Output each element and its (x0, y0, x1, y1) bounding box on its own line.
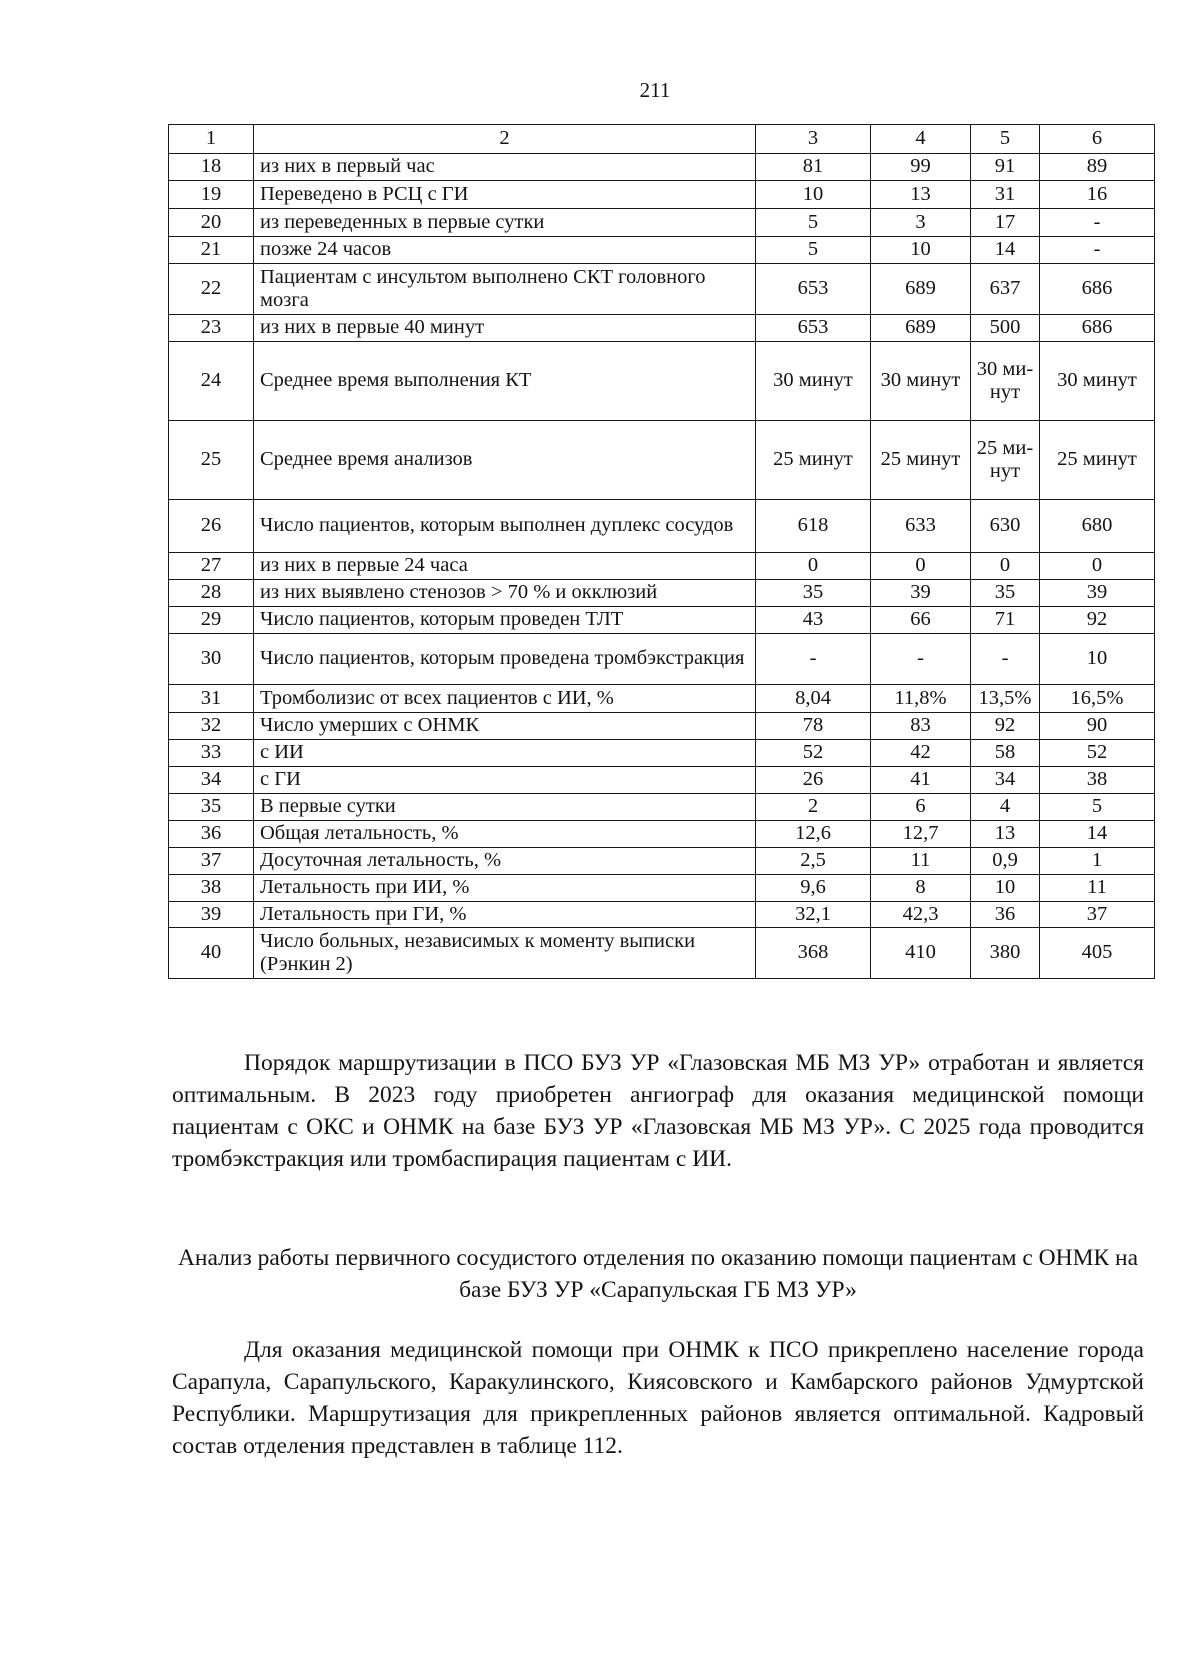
row-number-cell: 22 (169, 264, 254, 315)
row-label-cell: Число больных, независимых к моменту выписки (Рэнкин 2) (254, 928, 756, 979)
value-cell: 618 (756, 500, 871, 553)
table-row (169, 685, 1155, 713)
value-cell: 30 минут (1040, 342, 1155, 421)
value-cell: 36 (971, 902, 1040, 928)
row-number-cell: 33 (169, 740, 254, 767)
table-row (169, 500, 1155, 553)
row-number-cell: 40 (169, 928, 254, 979)
header-cell: 6 (1040, 125, 1155, 154)
row-label-cell: Число пациентов, которым проведен ТЛТ (254, 607, 756, 634)
table-row (169, 902, 1155, 928)
row-number-cell: 37 (169, 848, 254, 875)
table-row (169, 209, 1155, 237)
paragraph-population (172, 1334, 1144, 1462)
value-cell: 9,6 (756, 875, 871, 902)
row-label-cell: Тромболизис от всех пациентов с ИИ, % (254, 685, 756, 713)
table-row (169, 767, 1155, 794)
value-cell: 83 (871, 713, 971, 740)
value-cell: 42,3 (871, 902, 971, 928)
row-number-cell: 24 (169, 342, 254, 421)
value-cell: 633 (871, 500, 971, 553)
value-cell: 41 (871, 767, 971, 794)
value-cell: 25 минут (756, 421, 871, 500)
value-cell: 11 (871, 848, 971, 875)
value-cell: 39 (1040, 580, 1155, 607)
value-cell: 25 ми-нут (971, 421, 1040, 500)
value-cell: 58 (971, 740, 1040, 767)
value-cell: 11 (1040, 875, 1155, 902)
row-number-cell: 29 (169, 607, 254, 634)
value-cell: 39 (871, 580, 971, 607)
value-cell: 686 (1040, 315, 1155, 342)
value-cell: 6 (871, 794, 971, 821)
paragraph-routing (172, 1047, 1144, 1175)
table-row (169, 421, 1155, 500)
value-cell: 1 (1040, 848, 1155, 875)
value-cell: 25 минут (871, 421, 971, 500)
value-cell: 30 минут (756, 342, 871, 421)
value-cell: 689 (871, 264, 971, 315)
value-cell: 35 (971, 580, 1040, 607)
value-cell: 14 (971, 237, 1040, 264)
value-cell: 38 (1040, 767, 1155, 794)
row-label-cell: Общая летальность, % (254, 821, 756, 848)
value-cell: 5 (1040, 794, 1155, 821)
value-cell: 16 (1040, 181, 1155, 209)
table-row (169, 154, 1155, 181)
value-cell: 653 (756, 264, 871, 315)
row-label-cell: из переведенных в первые сутки (254, 209, 756, 237)
value-cell: 42 (871, 740, 971, 767)
value-cell: 32,1 (756, 902, 871, 928)
table-row (169, 580, 1155, 607)
value-cell: 5 (756, 237, 871, 264)
section-heading: Анализ работы первичного сосудистого отделения по оказанию помощи пациентам с ОНМК на базе БУЗ УР «Сарапульская ГБ МЗ УР» (177, 1245, 1139, 1303)
header-cell: 2 (254, 125, 756, 154)
value-cell: 689 (871, 315, 971, 342)
table-row (169, 794, 1155, 821)
row-number-cell: 19 (169, 181, 254, 209)
value-cell: 91 (971, 154, 1040, 181)
row-number-cell: 35 (169, 794, 254, 821)
paragraph-routing-text: Порядок маршрутизации в ПСО БУЗ УР «Глазовская МБ МЗ УР» отработан и является оптимальным. В 2023 году приобретен ангиограф для оказания медицинской помощи пациентам с ОКС и ОНМК на базе БУЗ УР «Глазовская МБ МЗ УР». С 2025 года проводится тромбэкстракция или тромбаспирация пациентам с ИИ. (172, 1050, 1144, 1172)
row-label-cell: Число умерших с ОНМК (254, 713, 756, 740)
value-cell: 13 (871, 181, 971, 209)
paragraph-population-text: Для оказания медицинской помощи при ОНМК к ПСО прикреплено население города Сарапула, Сарапульского, Каракулинского, Киясовского и Камбарского районов Удмуртской Республики. Маршрутизация для прикрепленных районов является оптимальной. Кадровый состав отделения представлен в таблице 112. (172, 1337, 1144, 1459)
table-row (169, 821, 1155, 848)
table-row (169, 181, 1155, 209)
value-cell: 30 ми-нут (971, 342, 1040, 421)
value-cell: 52 (1040, 740, 1155, 767)
table-row (169, 634, 1155, 685)
value-cell: - (756, 634, 871, 685)
row-number-cell: 21 (169, 237, 254, 264)
value-cell: 637 (971, 264, 1040, 315)
row-number-cell: 31 (169, 685, 254, 713)
value-cell: 66 (871, 607, 971, 634)
row-label-cell: с ГИ (254, 767, 756, 794)
value-cell: 99 (871, 154, 971, 181)
value-cell: 71 (971, 607, 1040, 634)
header-cell: 4 (871, 125, 971, 154)
header-cell: 3 (756, 125, 871, 154)
row-label-cell: из них выявлено стенозов > 70 % и окклюзий (254, 580, 756, 607)
table-row (169, 315, 1155, 342)
row-label-cell: Досуточная летальность, % (254, 848, 756, 875)
value-cell: 12,6 (756, 821, 871, 848)
row-label-cell: из них в первый час (254, 154, 756, 181)
row-label-cell: Среднее время анализов (254, 421, 756, 500)
value-cell: 0 (971, 553, 1040, 580)
row-number-cell: 38 (169, 875, 254, 902)
value-cell: 0 (1040, 553, 1155, 580)
value-cell: 78 (756, 713, 871, 740)
row-label-cell: Летальность при ИИ, % (254, 875, 756, 902)
table-row (169, 928, 1155, 979)
row-label-cell: из них в первые 24 часа (254, 553, 756, 580)
value-cell: 4 (971, 794, 1040, 821)
value-cell: 35 (756, 580, 871, 607)
value-cell: 0,9 (971, 848, 1040, 875)
table-row (169, 237, 1155, 264)
table-row (169, 553, 1155, 580)
value-cell: - (971, 634, 1040, 685)
value-cell: 368 (756, 928, 871, 979)
value-cell: 92 (971, 713, 1040, 740)
value-cell: 653 (756, 315, 871, 342)
row-number-cell: 34 (169, 767, 254, 794)
row-number-cell: 25 (169, 421, 254, 500)
value-cell: 500 (971, 315, 1040, 342)
row-number-cell: 18 (169, 154, 254, 181)
value-cell: 30 минут (871, 342, 971, 421)
value-cell: 0 (756, 553, 871, 580)
value-cell: 10 (871, 237, 971, 264)
value-cell: 89 (1040, 154, 1155, 181)
value-cell: 81 (756, 154, 871, 181)
row-number-cell: 27 (169, 553, 254, 580)
table-header-row (169, 125, 1155, 154)
row-label-cell: В первые сутки (254, 794, 756, 821)
row-label-cell: Пациентам с инсультом выполнено СКТ головного мозга (254, 264, 756, 315)
table-row (169, 342, 1155, 421)
page-number: 211 (639, 78, 671, 102)
table-row (169, 264, 1155, 315)
value-cell: 410 (871, 928, 971, 979)
value-cell: 10 (1040, 634, 1155, 685)
row-label-cell: Число пациентов, которым проведена тромбэкстракция (254, 634, 756, 685)
row-number-cell: 36 (169, 821, 254, 848)
value-cell: 26 (756, 767, 871, 794)
value-cell: 8,04 (756, 685, 871, 713)
value-cell: - (871, 634, 971, 685)
table-row (169, 713, 1155, 740)
value-cell: 31 (971, 181, 1040, 209)
value-cell: 630 (971, 500, 1040, 553)
value-cell: 12,7 (871, 821, 971, 848)
value-cell: 686 (1040, 264, 1155, 315)
table-row (169, 875, 1155, 902)
table-row (169, 848, 1155, 875)
header-cell: 1 (169, 125, 254, 154)
row-number-cell: 20 (169, 209, 254, 237)
value-cell: 380 (971, 928, 1040, 979)
value-cell: 3 (871, 209, 971, 237)
row-label-cell: позже 24 часов (254, 237, 756, 264)
value-cell: 92 (1040, 607, 1155, 634)
value-cell: 13,5% (971, 685, 1040, 713)
row-number-cell: 39 (169, 902, 254, 928)
value-cell: 0 (871, 553, 971, 580)
value-cell: 10 (756, 181, 871, 209)
value-cell: 37 (1040, 902, 1155, 928)
row-number-cell: 26 (169, 500, 254, 553)
row-label-cell: Среднее время выполнения КТ (254, 342, 756, 421)
value-cell: - (1040, 209, 1155, 237)
value-cell: 25 минут (1040, 421, 1155, 500)
value-cell: 11,8% (871, 685, 971, 713)
value-cell: 14 (1040, 821, 1155, 848)
row-label-cell: Переведено в РСЦ с ГИ (254, 181, 756, 209)
value-cell: - (1040, 237, 1155, 264)
table-row (169, 607, 1155, 634)
value-cell: 90 (1040, 713, 1155, 740)
value-cell: 43 (756, 607, 871, 634)
value-cell: 2,5 (756, 848, 871, 875)
stroke-statistics-table (168, 124, 1155, 979)
row-label-cell: с ИИ (254, 740, 756, 767)
value-cell: 2 (756, 794, 871, 821)
row-label-cell: Число пациентов, которым выполнен дуплекс сосудов (254, 500, 756, 553)
row-number-cell: 28 (169, 580, 254, 607)
value-cell: 10 (971, 875, 1040, 902)
row-number-cell: 23 (169, 315, 254, 342)
value-cell: 16,5% (1040, 685, 1155, 713)
row-label-cell: из них в первые 40 минут (254, 315, 756, 342)
value-cell: 8 (871, 875, 971, 902)
table-row (169, 740, 1155, 767)
value-cell: 52 (756, 740, 871, 767)
value-cell: 17 (971, 209, 1040, 237)
value-cell: 34 (971, 767, 1040, 794)
value-cell: 405 (1040, 928, 1155, 979)
row-label-cell: Летальность при ГИ, % (254, 902, 756, 928)
row-number-cell: 32 (169, 713, 254, 740)
value-cell: 13 (971, 821, 1040, 848)
row-number-cell: 30 (169, 634, 254, 685)
header-cell: 5 (971, 125, 1040, 154)
value-cell: 680 (1040, 500, 1155, 553)
value-cell: 5 (756, 209, 871, 237)
